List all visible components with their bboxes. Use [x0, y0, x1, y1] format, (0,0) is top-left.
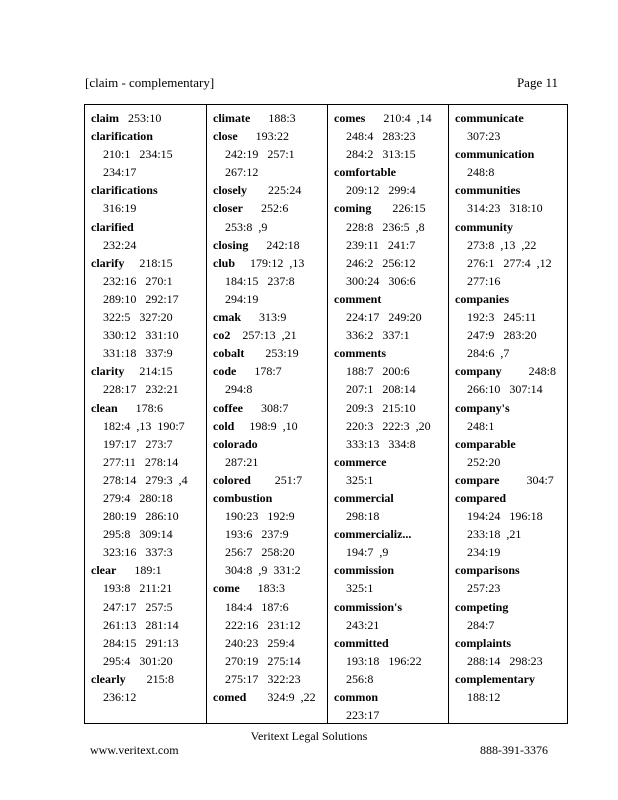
page-line-reference: 236:12	[103, 690, 137, 704]
index-entry	[334, 489, 448, 525]
page-line-reference: 188:3	[250, 111, 296, 125]
index-term: competing	[455, 599, 509, 614]
index-term: clarity	[91, 364, 125, 379]
index-entry	[455, 634, 567, 670]
page-line-reference: 179:12 ,13	[235, 255, 305, 270]
index-entry	[334, 688, 448, 724]
index-term: commission's	[334, 599, 403, 614]
page-line-reference: 300:24 306:6	[346, 273, 416, 288]
page-line-reference: 275:17 322:23	[225, 671, 301, 686]
page-line-reference: 323:16 337:3	[103, 545, 173, 560]
page-line-reference: 251:7	[250, 472, 303, 487]
page-line-reference: 322:5 327:20	[103, 310, 173, 325]
index-term: committed	[334, 635, 389, 650]
index-entry	[91, 561, 206, 670]
index-entry	[213, 236, 327, 254]
page-line-reference: 223:17	[346, 708, 380, 723]
index-entry	[91, 399, 206, 562]
page-line-reference: 220:3 222:3 ,20	[346, 418, 431, 433]
page-line-reference: 210:1 234:15	[103, 147, 173, 162]
page-line-reference: 284:7	[467, 617, 495, 632]
index-term: clarification	[91, 129, 153, 144]
page-line-reference: 276:1 277:4 ,12	[467, 255, 552, 270]
index-entry	[213, 326, 327, 344]
index-term: code	[213, 364, 237, 379]
index-term: coffee	[213, 400, 243, 415]
index-term: comfortable	[334, 165, 396, 180]
page-line-reference: 294:19	[225, 291, 259, 306]
page-line-reference: 232:24	[103, 237, 137, 252]
index-term: commerce	[334, 454, 387, 469]
page-line-reference: 218:15	[124, 255, 173, 270]
index-term: closing	[213, 237, 249, 252]
index-term: comparable	[455, 436, 516, 451]
page-line-reference: 277:16	[467, 273, 501, 288]
index-entry	[455, 362, 567, 398]
index-entry	[334, 109, 448, 163]
page-line-reference: 198:9 ,10	[234, 418, 298, 433]
index-entry	[213, 254, 327, 308]
page-line-reference: 232:16 270:1	[103, 273, 173, 288]
page-line-reference: 278:14 279:3 ,4	[103, 472, 188, 487]
index-entry	[334, 634, 448, 688]
index-term: compared	[455, 490, 507, 505]
index-entry	[213, 181, 327, 199]
index-term: climate	[213, 111, 251, 125]
index-entry	[213, 417, 327, 435]
index-term: clarified	[91, 219, 134, 234]
index-entry	[91, 362, 206, 398]
index-term: club	[213, 255, 236, 270]
page-line-reference: 280:19 286:10	[103, 509, 179, 524]
page-line-reference: 239:11 241:7	[346, 237, 416, 252]
page-line-reference: 189:1	[116, 563, 162, 578]
index-term: cold	[213, 418, 235, 433]
index-entry	[213, 127, 327, 181]
index-term: comparisons	[455, 563, 520, 578]
page-line-reference: 214:15	[124, 364, 173, 379]
index-term: cmak	[213, 310, 241, 325]
index-entry	[334, 344, 448, 453]
index-term: communication	[455, 147, 535, 162]
index-column-3	[327, 105, 448, 723]
page-line-reference: 247:9 283:20	[467, 328, 537, 343]
page-line-reference: 256:8	[346, 671, 374, 686]
page-line-reference: 266:10 307:14	[467, 382, 543, 397]
page-line-reference: 257:13 ,21	[230, 328, 297, 343]
index-term: cobalt	[213, 346, 245, 361]
index-term: complaints	[455, 635, 512, 650]
index-term: commercializ...	[334, 527, 412, 542]
page-line-reference: 294:8	[225, 382, 253, 397]
index-term: colorado	[213, 436, 258, 451]
word-index-grid	[84, 104, 568, 724]
index-term: coming	[334, 201, 372, 216]
index-term: commercial	[334, 490, 394, 505]
page-line-reference: 228:17 232:21	[103, 382, 179, 397]
page-line-reference: 242:19 257:1	[225, 147, 295, 162]
footer-company: Veritext Legal Solutions	[250, 729, 368, 743]
page-line-reference: 256:7 258:20	[225, 545, 295, 560]
index-entry	[455, 399, 567, 435]
index-entry	[455, 598, 567, 634]
index-term: clearly	[91, 671, 126, 686]
index-term: communicate	[455, 111, 524, 125]
page-line-reference: 314:23 318:10	[467, 201, 543, 216]
page-line-reference: 248:8	[501, 364, 557, 379]
index-entry	[455, 670, 567, 706]
page-line-reference: 226:15	[371, 201, 426, 216]
index-entry	[334, 561, 448, 597]
index-entry	[455, 561, 567, 597]
page-line-reference: 252:20	[467, 454, 501, 469]
footer-phone: 888-391-3376	[480, 743, 548, 757]
page-line-reference: 193:18 196:22	[346, 653, 422, 668]
index-entry	[334, 525, 448, 561]
index-term: colored	[213, 472, 251, 487]
page-line-reference: 188:12	[467, 690, 501, 704]
page-line-reference: 178:6	[117, 400, 164, 415]
index-term: clear	[91, 563, 117, 578]
index-term: compare	[455, 472, 500, 487]
page-line-reference: 333:13 334:8	[346, 436, 416, 451]
index-term: complementary	[455, 671, 535, 686]
index-entry	[91, 218, 206, 254]
index-entry	[91, 181, 206, 217]
index-term: comments	[334, 346, 386, 361]
page-line-reference: 184:15 237:8	[225, 273, 295, 288]
index-term: clean	[91, 400, 118, 415]
page-line-reference: 304:7	[499, 472, 554, 487]
page-line-reference: 210:4 ,14	[365, 111, 432, 125]
page-number: Page 11	[516, 75, 558, 90]
index-entry	[91, 254, 206, 363]
index-entry	[334, 453, 448, 489]
page-line-reference: 182:4 ,13 190:7	[103, 418, 185, 433]
page-line-reference: 225:24	[247, 183, 302, 198]
page-line-reference: 277:11 278:14	[103, 454, 179, 469]
index-term: companies	[455, 291, 509, 306]
page-line-reference: 307:23	[467, 129, 501, 144]
index-term: combustion	[213, 490, 273, 505]
page-line-reference: 248:1	[467, 418, 495, 433]
page-line-reference: 289:10 292:17	[103, 291, 179, 306]
index-column-4	[448, 105, 567, 723]
index-term: comed	[213, 690, 247, 704]
page-line-reference: 234:17	[103, 165, 137, 180]
page-line-reference: 295:8 309:14	[103, 527, 173, 542]
index-column-2	[206, 105, 327, 723]
page-line-reference: 190:23 192:9	[225, 509, 295, 524]
index-range-header: [claim - complementary]	[85, 75, 215, 90]
page-line-reference: 298:18	[346, 509, 380, 524]
page-line-reference: 234:19	[467, 545, 501, 560]
index-entry	[213, 199, 327, 235]
page-line-reference: 242:18	[248, 237, 300, 252]
index-term: closer	[213, 201, 243, 216]
index-entry	[91, 670, 206, 706]
index-entry	[91, 109, 206, 127]
page-line-reference: 193:6 237:9	[225, 527, 289, 542]
index-entry	[91, 127, 206, 181]
index-entry	[455, 181, 567, 217]
page-line-reference: 240:23 259:4	[225, 635, 295, 650]
page-line-reference: 331:18 337:9	[103, 346, 173, 361]
page-line-reference: 248:8	[467, 165, 495, 180]
index-term: community	[455, 219, 513, 234]
page-line-reference: 252:6	[242, 201, 289, 216]
index-entry	[455, 218, 567, 290]
index-term: commission	[334, 563, 394, 578]
page-line-reference: 209:3 215:10	[346, 400, 416, 415]
page-line-reference: 197:17 273:7	[103, 436, 173, 451]
page-line-reference: 325:1	[346, 581, 374, 596]
page-line-reference: 336:2 337:1	[346, 328, 410, 343]
index-term: company's	[455, 400, 510, 415]
page-line-reference: 246:2 256:12	[346, 255, 416, 270]
page-line-reference: 192:3 245:11	[467, 310, 537, 325]
index-entry	[455, 145, 567, 181]
page-line-reference: 284:15 291:13	[103, 635, 179, 650]
index-entry	[213, 489, 327, 579]
index-entry	[213, 344, 327, 362]
page-line-reference: 273:8 ,13 ,22	[467, 237, 537, 252]
page-line-reference: 207:1 208:14	[346, 382, 416, 397]
page-line-reference: 188:7 200:6	[346, 364, 410, 379]
index-entry	[334, 163, 448, 199]
page-line-reference: 194:24 196:18	[467, 509, 543, 524]
page-line-reference: 253:10	[119, 111, 162, 125]
page-line-reference: 193:22	[237, 129, 289, 144]
index-entry	[213, 362, 327, 398]
index-entry	[213, 308, 327, 326]
index-entry	[455, 435, 567, 471]
page-line-reference: 267:12	[225, 165, 259, 180]
page-line-reference: 233:18 ,21	[467, 527, 522, 542]
page-line-reference: 284:2 313:15	[346, 147, 416, 162]
index-entry	[334, 199, 448, 289]
index-term: clarifications	[91, 183, 158, 198]
index-term: closely	[213, 183, 247, 198]
page-line-reference: 257:23	[467, 581, 501, 596]
page-line-reference: 295:4 301:20	[103, 653, 173, 668]
page-line-reference: 330:12 331:10	[103, 328, 179, 343]
page-line-reference: 222:16 231:12	[225, 617, 301, 632]
page-line-reference: 279:4 280:18	[103, 490, 173, 505]
page-line-reference: 287:21	[225, 454, 259, 469]
index-entry	[213, 471, 327, 489]
page-line-reference: 304:8 ,9 331:2	[225, 563, 301, 578]
index-term: comment	[334, 291, 382, 306]
index-term: comes	[334, 111, 366, 125]
page-line-reference: 288:14 298:23	[467, 653, 543, 668]
page-line-reference: 183:3	[239, 581, 285, 596]
page-line-reference: 209:12 299:4	[346, 183, 416, 198]
index-term: communities	[455, 183, 521, 198]
index-column-1	[85, 105, 206, 723]
page-line-reference: 243:21	[346, 617, 380, 632]
page-line-reference: 228:8 236:5 ,8	[346, 219, 425, 234]
index-entry	[213, 435, 327, 471]
index-term: come	[213, 581, 240, 596]
page-line-reference: 316:19	[103, 201, 137, 216]
index-entry	[455, 489, 567, 561]
page-line-reference: 284:6 ,7	[467, 346, 510, 361]
page-line-reference: 194:7 ,9	[346, 545, 389, 560]
index-term: common	[334, 690, 378, 704]
page-line-reference: 178:7	[236, 364, 282, 379]
index-entry	[213, 109, 327, 127]
index-entry	[455, 471, 567, 489]
index-entry	[334, 598, 448, 634]
page-line-reference: 247:17 257:5	[103, 599, 173, 614]
page-line-reference: 215:8	[125, 671, 174, 686]
page-line-reference: 253:8 ,9	[225, 219, 268, 234]
page-line-reference: 270:19 275:14	[225, 653, 301, 668]
index-term: company	[455, 364, 502, 379]
page-line-reference: 261:13 281:14	[103, 617, 179, 632]
page-line-reference: 325:1	[346, 472, 374, 487]
page-line-reference: 313:9	[241, 310, 287, 325]
index-entry	[213, 399, 327, 417]
page-line-reference: 248:4 283:23	[346, 129, 416, 144]
index-entry	[213, 579, 327, 688]
index-entry	[213, 688, 327, 706]
page-line-reference: 224:17 249:20	[346, 310, 422, 325]
index-term: close	[213, 129, 238, 144]
index-entry	[455, 109, 567, 145]
page-line-reference: 324:9 ,22	[246, 690, 316, 704]
page-line-reference: 193:8 211:21	[103, 581, 173, 596]
index-entry	[334, 290, 448, 344]
index-term: clarify	[91, 255, 125, 270]
index-term: co2	[213, 328, 231, 343]
page-line-reference: 253:19	[244, 346, 299, 361]
page-line-reference: 184:4 187:6	[225, 599, 289, 614]
index-term: claim	[91, 111, 119, 125]
index-entry	[455, 290, 567, 362]
footer-website: www.veritext.com	[90, 743, 179, 757]
page-line-reference: 308:7	[242, 400, 289, 415]
